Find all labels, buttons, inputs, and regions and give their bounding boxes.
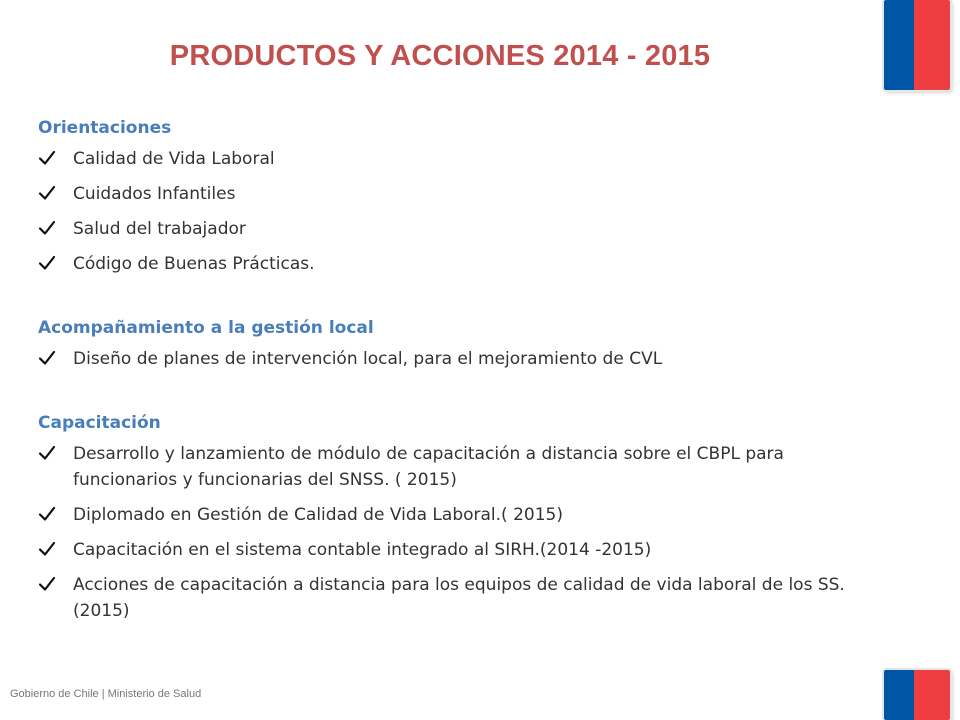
list-item-text: Diseño de planes de intervención local, para el mejoramiento de CVL <box>73 349 663 369</box>
list-item <box>38 216 868 242</box>
check-icon <box>38 349 56 367</box>
list-item-text: Acciones de capacitación a distancia para los equipos de calidad de vida laboral de los SS.(2015) <box>73 575 845 621</box>
flag-red-stripe <box>914 670 950 720</box>
check-icon <box>38 254 56 272</box>
check-icon <box>38 444 56 462</box>
list-item <box>38 537 868 563</box>
check-icon <box>38 149 56 167</box>
chile-flag-icon <box>884 670 950 720</box>
slide-title: PRODUCTOS Y ACCIONES 2014 - 2015 <box>169 40 711 72</box>
check-icon <box>38 219 56 237</box>
list-item <box>38 346 868 372</box>
check-icon <box>38 540 56 558</box>
list-item <box>38 181 868 207</box>
list-item-text: Capacitación en el sistema contable integrado al SIRH.(2014 -2015) <box>73 540 652 560</box>
list-item-text: Código de Buenas Prácticas. <box>73 254 315 274</box>
check-icon <box>38 505 56 523</box>
section-heading: Capacitación <box>38 413 161 433</box>
list-item-text: Salud del trabajador <box>73 219 246 239</box>
list-item-text: Diplomado en Gestión de Calidad de Vida Laboral.( 2015) <box>73 505 563 525</box>
list-item <box>38 441 868 493</box>
footer-text: Gobierno de Chile | Ministerio de Salud <box>10 688 202 700</box>
check-icon <box>38 184 56 202</box>
section-heading: Orientaciones <box>38 118 172 138</box>
list-item <box>38 251 868 277</box>
chile-flag-icon <box>884 0 950 90</box>
flag-blue-stripe <box>884 0 914 90</box>
section-heading: Acompañamiento a la gestión local <box>38 318 374 338</box>
list-item-text: Cuidados Infantiles <box>73 184 236 204</box>
list-item-text: Calidad de Vida Laboral <box>73 149 275 169</box>
check-icon <box>38 575 56 593</box>
list-item <box>38 502 868 528</box>
list-item-text: Desarrollo y lanzamiento de módulo de capacitación a distancia sobre el CBPL para funcionarios y funcionarias del SNSS. ( 2015) <box>73 444 784 490</box>
flag-red-stripe <box>914 0 950 90</box>
flag-blue-stripe <box>884 670 914 720</box>
list-item <box>38 572 868 624</box>
slide-content <box>38 115 868 633</box>
list-item <box>38 146 868 172</box>
